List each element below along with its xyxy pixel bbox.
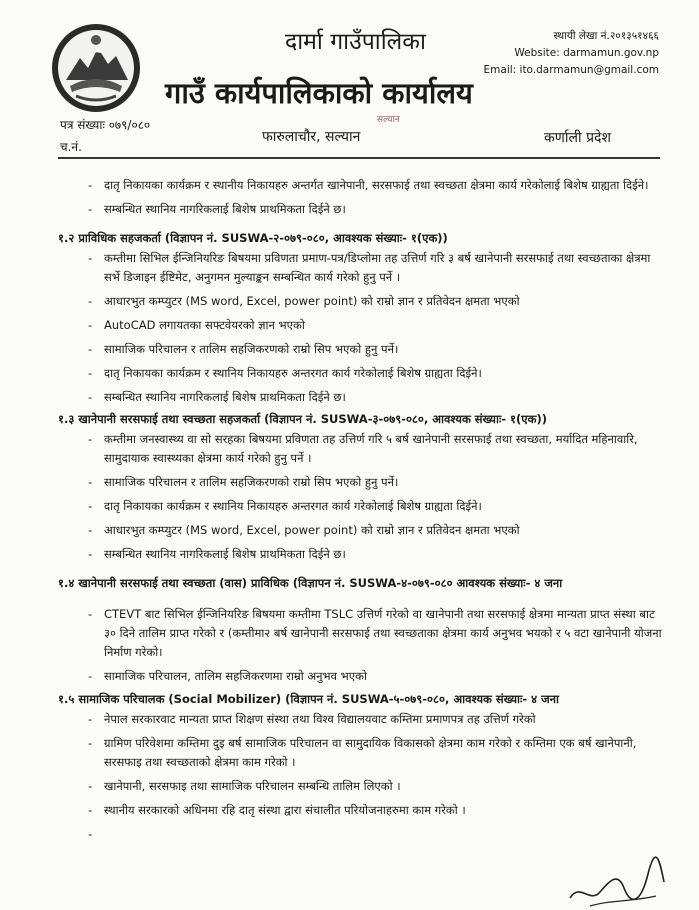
list-item bbox=[58, 545, 668, 564]
list-item bbox=[58, 200, 668, 219]
bullet-dash: - bbox=[88, 475, 93, 489]
list-item-text: दातृ निकायका कार्यक्रम र स्थानीय निकायहरु अन्तर्गत खानेपानी, सरसफाई तथा स्वच्छता क्षेत्रमा कार्य गरेकोलाई बिशेष ग्राह्यता दिईने। bbox=[104, 178, 649, 192]
list-item-text: ग्रामिण परिवेशमा कम्तिमा दुइ बर्ष सामाजिक परिचालन वा सामुदायिक विकासको क्षेत्रमा काम गरेको र कम्तिमा एक बर्ष खानेपानी, सरसफाइ तथा स्वच्छताको क्षेत्रमा काम गरेको । bbox=[104, 736, 637, 769]
bullet-dash: - bbox=[88, 178, 93, 192]
list-item bbox=[58, 667, 668, 686]
province-name: कर्णाली प्रदेश bbox=[544, 130, 611, 146]
list-item bbox=[58, 340, 668, 359]
bullet-dash: - bbox=[88, 607, 93, 621]
list-item-text: कम्तीमा जनस्वास्थ्य वा सो सरहका बिषयमा प्रविणता तह उत्तिर्ण गरि ५ बर्ष खानेपानी सरसफाई तथा स्वच्छता, मर्यादित महिनावारि, सामुदायाक स्वास्थ्यका क्षेत्रमा कार्य गरेको हुनु पर्ने । bbox=[104, 432, 638, 465]
list-item bbox=[58, 364, 668, 383]
list-item-text: CTEVT बाट सिभिल ईन्जिनियरिङ बिषयमा कम्तीमा TSLC उत्तिर्ण गरेको वा खानेपानी तथा सरसफाई क्षेत्रमा मान्यता प्राप्त संस्था बाट ३० दिने तालिम प्राप्त गरेको र (कम्तीमा२ बर्ष खानेपानी सरसफाई तथा स्वच्छताका क्षेत्रमा कार्य अनुभव भयको र ५ वटा खानेपानी योजना निर्माण गरेको। bbox=[104, 607, 662, 659]
list-item-text: खानेपानी, सरसफाइ तथा सामाजिक परिचालन सम्बन्धि तालिम लिएको । bbox=[104, 779, 401, 793]
list-item bbox=[58, 292, 668, 311]
bullet-dash: - bbox=[88, 803, 93, 817]
document-body bbox=[58, 176, 678, 849]
list-item-text: सामाजिक परिचालन र तालिम सहजिकरणको राम्रो सिप भएको हुनु पर्ने। bbox=[104, 475, 399, 489]
list-item-text: आधारभुत कम्प्युटर (MS word, Excel, power point) को राम्रो ज्ञान र प्रतिवेदन क्षमता भएको bbox=[104, 294, 520, 308]
list-item-text: दातृ निकायका कार्यक्रम र स्थानिय निकायहरु अन्तरगत कार्य गरेकोलाई बिशेष ग्राह्यता दिईने। bbox=[104, 366, 482, 380]
bullet-dash: - bbox=[88, 202, 93, 216]
list-item bbox=[58, 734, 668, 772]
list-item bbox=[58, 430, 668, 468]
section-4 bbox=[58, 692, 678, 844]
bullet-dash: - bbox=[88, 547, 93, 561]
section-heading: १.५ सामाजिक परिचालक (Social Mobilizer) (विज्ञापन नं. SUSWA-५-०७९-०८०, आवश्यक संख्याः- ४ जना bbox=[58, 692, 559, 706]
bullet-dash: - bbox=[88, 251, 93, 265]
bullet-dash: - bbox=[88, 669, 93, 683]
list-item-text: सामाजिक परिचालन र तालिम सहजिकरणको राम्रो सिप भएको हुनु पर्ने। bbox=[104, 342, 399, 356]
list-item bbox=[58, 521, 668, 540]
section-heading: १.२ प्राविधिक सहजकर्ता (विज्ञापन नं. SUSWA-२-०७९-०८०, आवश्यक संख्याः- १(एक)) bbox=[58, 231, 448, 245]
section-1 bbox=[58, 231, 678, 407]
permanent-account-number: स्थायी लेखा नं.२०१३५१४६६ bbox=[553, 30, 659, 42]
bullet-dash: - bbox=[88, 294, 93, 308]
bullet-dash: - bbox=[88, 432, 93, 446]
list-item-text: नेपाल सरकारवाट मान्यता प्राप्त शिक्षण संस्था तथा विश्व विद्यालयवाट कम्तिमा प्रमाणपत्र तह उत्तिर्ण गरेको bbox=[104, 712, 536, 726]
section-0 bbox=[58, 176, 678, 219]
list-item bbox=[58, 316, 668, 335]
list-item bbox=[58, 801, 668, 820]
signature-icon bbox=[560, 852, 670, 910]
dispatch-number: च.नं. bbox=[60, 140, 82, 154]
list-item bbox=[58, 473, 668, 492]
bullet-dash: - bbox=[88, 366, 93, 380]
bullet-dash: - bbox=[88, 736, 93, 750]
municipality-name: दार्मा गाउँपालिका bbox=[285, 29, 426, 55]
section-3 bbox=[58, 576, 678, 686]
list-item bbox=[58, 710, 668, 729]
office-title: गाउँ कार्यपालिकाको कार्यालय bbox=[165, 76, 473, 110]
list-item-text: कम्तीमा सिभिल ईन्जिनियरिङ बिषयमा प्रविणता प्रमाण-पत्र/डिप्लोमा तह उत्तिर्ण गरि ३ बर्ष खानेपानी सरसफाई तथा स्वच्छताका क्षेत्रमा सर्भे डिजाइन ईष्टिमेट, अनुगमन मुल्याङ्कन सम्बन्धित कार्य गरेको हुनु पर्ने । bbox=[104, 251, 651, 284]
list-item bbox=[58, 249, 668, 287]
list-item bbox=[58, 605, 668, 662]
section-heading: १.३ खानेपानी सरसफाई तथा स्वच्छता सहजकर्ता (विज्ञापन नं. SUSWA-३-०७९-०८०, आवश्यक संख्याः- १(एक)) bbox=[58, 412, 547, 426]
list-item-text: सम्बन्धित स्थानिय नागरिकलाई बिशेष प्राथमिकता दिईने छ। bbox=[104, 202, 346, 216]
list-item bbox=[58, 388, 668, 407]
list-item-text: सम्बन्धित स्थानिय नागरिकलाई बिशेष प्राथमिकता दिईने छ। bbox=[104, 390, 346, 404]
list-item bbox=[58, 176, 668, 195]
list-item-text: आधारभुत कम्प्युटर (MS word, Excel, power point) को राम्रो ज्ञान र प्रतिवेदन क्षमता भएको bbox=[104, 523, 520, 537]
list-item bbox=[58, 825, 668, 844]
list-item-text: स्थानीय सरकारको अधिनमा रहि दातृ संस्था द्वारा संचालीत परियोजनाहरुमा काम गरेको । bbox=[104, 803, 466, 817]
email-text: Email: ito.darmamun@gmail.com bbox=[483, 64, 659, 76]
section-heading: १.४ खानेपानी सरसफाई तथा स्वच्छता (वास) प्राविधिक (विज्ञापन नं. SUSWA-४-०७९-०८० आवश्यक संख्याः- ४ जना bbox=[58, 576, 563, 590]
government-emblem-icon bbox=[50, 22, 142, 114]
header-divider bbox=[58, 157, 660, 159]
office-location: फारुलाचौर, सल्यान bbox=[262, 129, 361, 145]
list-item-text: AutoCAD लगायतका सफ्टवेयरको ज्ञान भएको bbox=[104, 318, 305, 332]
bullet-dash: - bbox=[88, 523, 93, 537]
bullet-dash: - bbox=[88, 499, 93, 513]
list-item bbox=[58, 497, 668, 516]
list-item-text: सम्बन्धित स्थानिय नागरिकलाई बिशेष प्राथमिकता दिईने छ। bbox=[104, 547, 346, 561]
bullet-dash: - bbox=[88, 779, 93, 793]
website-text: Website: darmamun.gov.np bbox=[514, 47, 659, 59]
stamp-text: सल्यान bbox=[377, 115, 400, 125]
bullet-dash: - bbox=[88, 342, 93, 356]
list-item-text: दातृ निकायका कार्यक्रम र स्थानिय निकायहरु अन्तरगत कार्य गरेकोलाई बिशेष ग्राह्यता दिईने। bbox=[104, 499, 482, 513]
section-2 bbox=[58, 412, 678, 564]
bullet-dash: - bbox=[88, 827, 93, 841]
bullet-dash: - bbox=[88, 390, 93, 404]
list-item-text: सामाजिक परिचालन, तालिम सहजिकरणमा राम्रो अनुभव भएको bbox=[104, 669, 367, 683]
letter-number: पत्र संख्याः ०७९/०८० bbox=[60, 118, 151, 132]
list-item bbox=[58, 777, 668, 796]
bullet-dash: - bbox=[88, 712, 93, 726]
bullet-dash: - bbox=[88, 318, 93, 332]
